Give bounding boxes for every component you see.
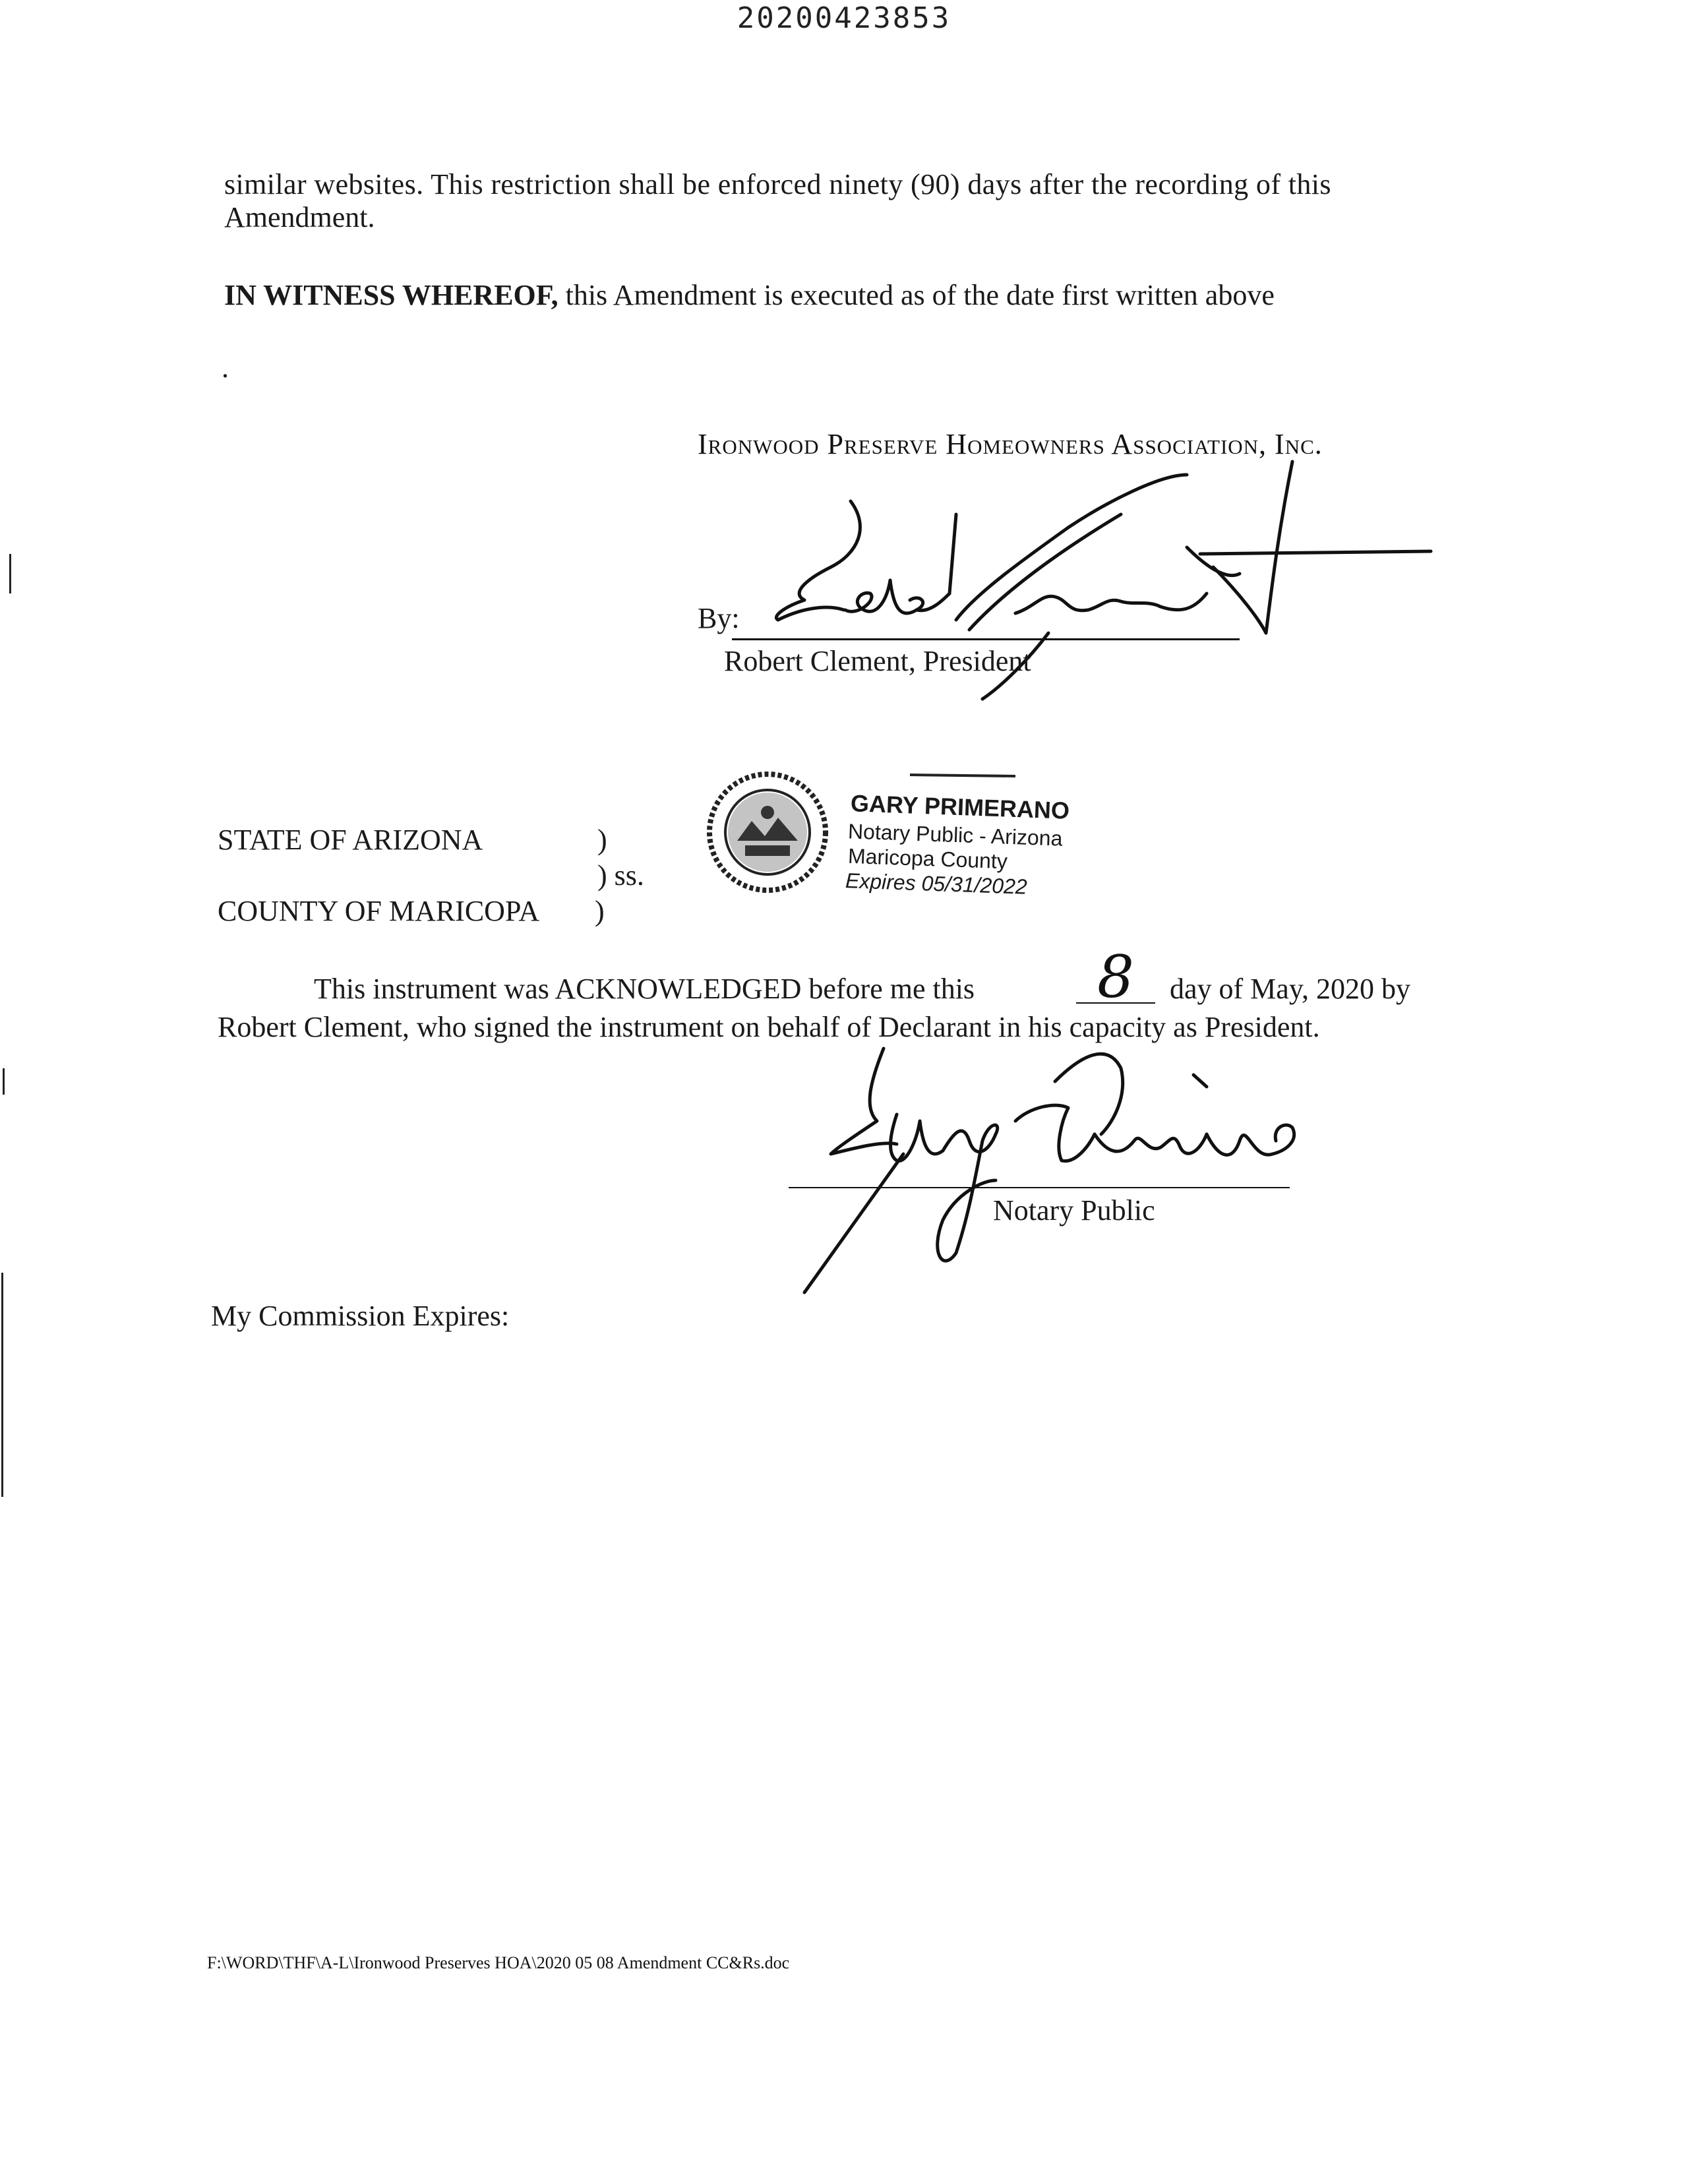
document-number: 20200423853 (737, 1, 951, 35)
stamp-notary-title: Notary Public - Arizona (847, 819, 1063, 851)
notary-signature-line (789, 1187, 1290, 1188)
acknowledgment-line-2: Robert Clement, who signed the instrument on behalf of Declarant in his capacity as President. (218, 1011, 1320, 1043)
stamp-expires: Expires 05/31/2022 (845, 868, 1028, 899)
witness-heading: IN WITNESS WHEREOF, (224, 279, 558, 311)
venue-state: STATE OF ARIZONA (218, 824, 483, 856)
venue-state-paren: ) (597, 824, 607, 856)
witness-text: this Amendment is executed as of the date first written above (558, 279, 1275, 311)
association-name: Ironwood Preserve Homeowners Association, Inc. (698, 428, 1323, 460)
acknowledgment-line-1b: day of May, 2020 by (1170, 973, 1410, 1005)
stamp-county: Maricopa County (847, 843, 1008, 874)
stray-dot: . (222, 351, 229, 384)
paragraph-line: Amendment. (224, 201, 375, 233)
acknowledgment-line-1a: This instrument was ACKNOWLEDGED before me this (314, 973, 975, 1005)
notary-public-label: Notary Public (993, 1194, 1155, 1227)
venue-county-paren: ) (595, 895, 605, 927)
footer-file-path: F:\WORD\THF\A-L\Ironwood Preserves HOA\2020 05 08 Amendment CC&Rs.doc (207, 1953, 790, 1972)
paragraph-line: similar websites. This restriction shall be enforced ninety (90) days after the recording of this (224, 168, 1331, 200)
venue-ss: ) ss. (597, 859, 644, 892)
signer-name-title: Robert Clement, President (724, 645, 1031, 677)
stamp-notary-name: GARY PRIMERANO (850, 789, 1070, 824)
acknowledgment-day: 8 (1097, 943, 1134, 1011)
by-label: By: (698, 602, 740, 634)
venue-county: COUNTY OF MARICOPA (218, 895, 540, 927)
commission-expires-label: My Commission Expires: (211, 1300, 510, 1332)
